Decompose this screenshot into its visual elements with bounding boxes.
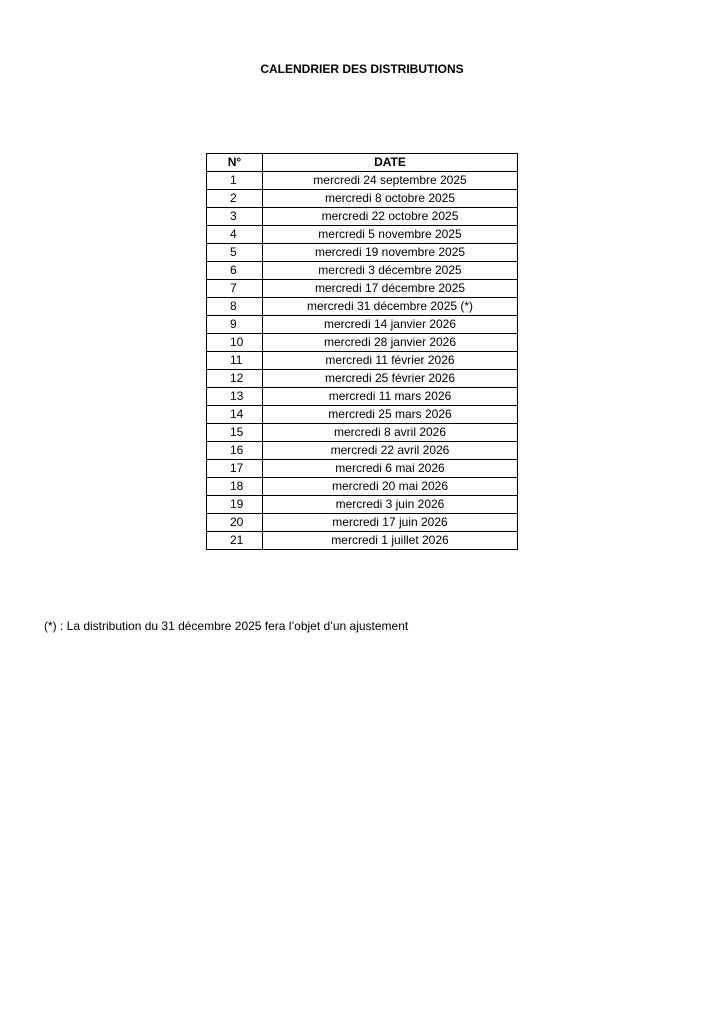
table-row [207,280,518,298]
row-number: 19 [207,496,263,514]
table-row [207,424,518,442]
row-number: 4 [207,226,263,244]
row-number: 8 [207,298,263,316]
page-title: CALENDRIER DES DISTRIBUTIONS [260,62,464,76]
table-header-row [207,154,518,172]
row-date: mercredi 22 octobre 2025 [263,208,518,226]
row-number: 2 [207,190,263,208]
row-date: mercredi 6 mai 2026 [263,460,518,478]
row-date: mercredi 31 décembre 2025 (*) [263,298,518,316]
row-number: 9 [207,316,263,334]
row-date: mercredi 17 juin 2026 [263,514,518,532]
table-row [207,442,518,460]
row-date: mercredi 11 mars 2026 [263,388,518,406]
row-number: 17 [207,460,263,478]
table-row [207,298,518,316]
table-row [207,496,518,514]
row-number: 1 [207,172,263,190]
table-row [207,370,518,388]
row-number: 11 [207,352,263,370]
row-date: mercredi 25 mars 2026 [263,406,518,424]
table-row [207,334,518,352]
row-number: 3 [207,208,263,226]
row-number: 18 [207,478,263,496]
row-date: mercredi 3 juin 2026 [263,496,518,514]
row-date: mercredi 14 janvier 2026 [263,316,518,334]
table-row [207,262,518,280]
table-row [207,352,518,370]
table-row [207,208,518,226]
table-row [207,514,518,532]
table-row [207,532,518,550]
distribution-schedule-table [206,153,518,550]
row-date: mercredi 22 avril 2026 [263,442,518,460]
row-date: mercredi 19 novembre 2025 [263,244,518,262]
table-row [207,172,518,190]
table-row [207,190,518,208]
row-date: mercredi 1 juillet 2026 [263,532,518,550]
row-date: mercredi 3 décembre 2025 [263,262,518,280]
row-number: 20 [207,514,263,532]
row-number: 16 [207,442,263,460]
table-row [207,406,518,424]
row-number: 7 [207,280,263,298]
row-date: mercredi 25 février 2026 [263,370,518,388]
footnote: (*) : La distribution du 31 décembre 2025 fera l’objet d’un ajustement [44,619,409,633]
row-number: 5 [207,244,263,262]
row-date: mercredi 17 décembre 2025 [263,280,518,298]
row-number: 21 [207,532,263,550]
row-date: mercredi 8 avril 2026 [263,424,518,442]
row-number: 12 [207,370,263,388]
table-row [207,226,518,244]
row-number: 13 [207,388,263,406]
row-date: mercredi 28 janvier 2026 [263,334,518,352]
row-date: mercredi 8 octobre 2025 [263,190,518,208]
row-date: mercredi 5 novembre 2025 [263,226,518,244]
table-row [207,244,518,262]
row-number: 14 [207,406,263,424]
column-header-date: DATE [263,154,518,172]
row-date: mercredi 20 mai 2026 [263,478,518,496]
table-row [207,388,518,406]
table-row [207,316,518,334]
row-number: 10 [207,334,263,352]
table-row [207,478,518,496]
row-number: 6 [207,262,263,280]
row-date: mercredi 24 septembre 2025 [263,172,518,190]
row-number: 15 [207,424,263,442]
table-row [207,460,518,478]
column-header-number: N° [207,154,263,172]
row-date: mercredi 11 février 2026 [263,352,518,370]
